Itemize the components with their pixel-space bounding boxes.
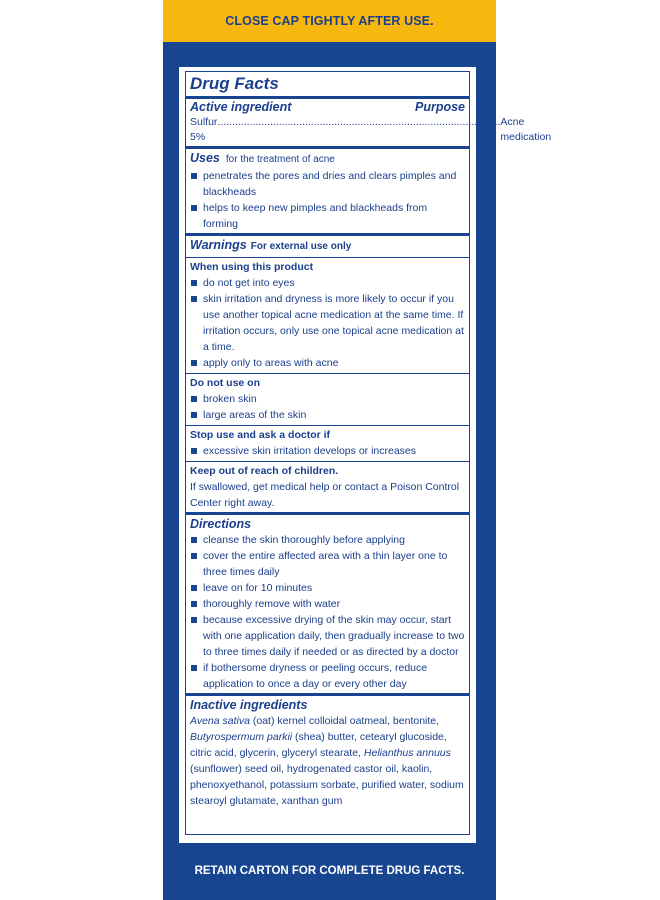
list-item	[190, 275, 465, 291]
directions-item-3: leave on for 10 minutes	[203, 582, 313, 594]
bullet-square-icon	[191, 396, 197, 402]
bullet-square-icon	[191, 553, 197, 559]
list-item	[190, 548, 465, 580]
directions-item-6: if bothersome dryness or peeling occurs, reduce application to once a day or every other day	[203, 662, 428, 690]
active-ingredient-row	[190, 115, 552, 145]
close-cap-banner: CLOSE CAP TIGHTLY AFTER USE.	[163, 0, 496, 42]
inactive-ingredients-title: Inactive ingredients	[190, 698, 308, 712]
butyrospermum-parkii: Butyrospermum parkii	[190, 731, 293, 743]
do-not-use-title: Do not use on	[190, 377, 260, 389]
list-item	[190, 200, 465, 232]
leader-dots: .................................................................................................	[217, 116, 501, 128]
do-not-use-item-1: broken skin	[203, 393, 257, 405]
bullet-square-icon	[191, 296, 197, 302]
bullet-square-icon	[191, 617, 197, 623]
uses-item-1: penetrates the pores and dries and clears pimples and blackheads	[203, 170, 457, 198]
active-ingredient-header	[190, 100, 465, 115]
bullet-square-icon	[191, 205, 197, 211]
divider	[186, 512, 469, 515]
uses-intro: for the treatment of acne	[225, 154, 335, 165]
when-using-item-3: apply only to areas with acne	[203, 357, 339, 369]
warnings-title: Warnings	[190, 238, 247, 252]
drug-facts-panel	[163, 42, 552, 900]
list-item	[190, 612, 465, 660]
list-item	[190, 391, 465, 407]
list-item	[190, 532, 465, 548]
bullet-square-icon	[191, 537, 197, 543]
divider	[186, 693, 469, 696]
uses-section-title	[190, 150, 465, 168]
drug-facts-title: Drug Facts	[190, 74, 279, 93]
when-using-item-1: do not get into eyes	[203, 277, 295, 289]
when-using-item-2: skin irritation and dryness is more likely to occur if you use another topical acne medication at the same time. If irritation occurs, only use one topical acne medication at a time.	[203, 293, 464, 353]
stop-use-item-1: excessive skin irritation develops or increases	[203, 445, 417, 457]
purpose-value: Acne medication	[500, 116, 552, 143]
divider	[186, 96, 469, 99]
bullet-square-icon	[191, 448, 197, 454]
list-item	[190, 660, 465, 692]
list-item	[190, 407, 465, 423]
directions-item-4: thoroughly remove with water	[203, 598, 341, 610]
bullet-square-icon	[191, 412, 197, 418]
drug-facts-box	[177, 65, 552, 845]
divider	[186, 146, 469, 149]
inactive-part-3: (sunflower) seed oil, hydrogenated castor oil, kaolin, phenoxyethanol, potassium sorbate, purified water, sodium stearoyl glutamate, xanthan gum	[190, 763, 464, 807]
active-ingredient-heading: Active ingredient	[190, 100, 292, 114]
divider	[186, 461, 469, 462]
inactive-part-2: (shea) butter, cetearyl glucoside, citric acid, glycerin, glyceryl stearate,	[190, 731, 447, 759]
directions-item-2: cover the entire affected area with a thin layer one to three times daily	[203, 550, 448, 578]
stop-use-title: Stop use and ask a doctor if	[190, 429, 331, 441]
directions-title: Directions	[190, 517, 252, 531]
divider	[186, 233, 469, 236]
bullet-square-icon	[191, 601, 197, 607]
divider	[186, 373, 469, 374]
uses-title: Uses	[190, 151, 220, 165]
inactive-ingredients-text	[190, 713, 465, 809]
purpose-heading: Purpose	[414, 100, 465, 114]
active-ingredient-name: Sulfur 5%	[190, 116, 218, 143]
warnings-intro: For external use only	[250, 241, 352, 252]
divider	[186, 425, 469, 426]
bullet-square-icon	[191, 173, 197, 179]
list-item	[190, 443, 465, 459]
directions-item-5: because excessive drying of the skin may occur, start with one application daily, then gradually increase to two to three times daily if needed or as directed by a doctor	[203, 614, 465, 658]
list-item	[190, 291, 465, 355]
bullet-square-icon	[191, 585, 197, 591]
bullet-square-icon	[191, 665, 197, 671]
keep-out-text: If swallowed, get medical help or contact a Poison Control Center right away.	[190, 481, 460, 509]
drug-facts-inner	[185, 71, 552, 835]
uses-item-2: helps to keep new pimples and blackheads from forming	[203, 202, 428, 230]
list-item	[190, 580, 465, 596]
keep-out-title: Keep out of reach of children.	[190, 465, 339, 477]
retain-carton-banner: RETAIN CARTON FOR COMPLETE DRUG FACTS.	[194, 865, 465, 877]
list-item	[190, 355, 465, 371]
bullet-square-icon	[191, 360, 197, 366]
inactive-part-1: (oat) kernel colloidal oatmeal, bentonite,	[249, 715, 440, 727]
helianthus-annuus: Helianthus annuus	[363, 747, 451, 759]
divider	[186, 257, 469, 258]
when-using-title: When using this product	[190, 261, 314, 273]
do-not-use-item-2: large areas of the skin	[203, 409, 307, 421]
warnings-section-title	[190, 237, 465, 255]
list-item	[190, 596, 465, 612]
list-item	[190, 168, 465, 200]
bullet-square-icon	[191, 280, 197, 286]
directions-item-1: cleanse the skin thoroughly before applying	[203, 534, 405, 546]
avena-sativa: Avena sativa	[190, 715, 250, 727]
